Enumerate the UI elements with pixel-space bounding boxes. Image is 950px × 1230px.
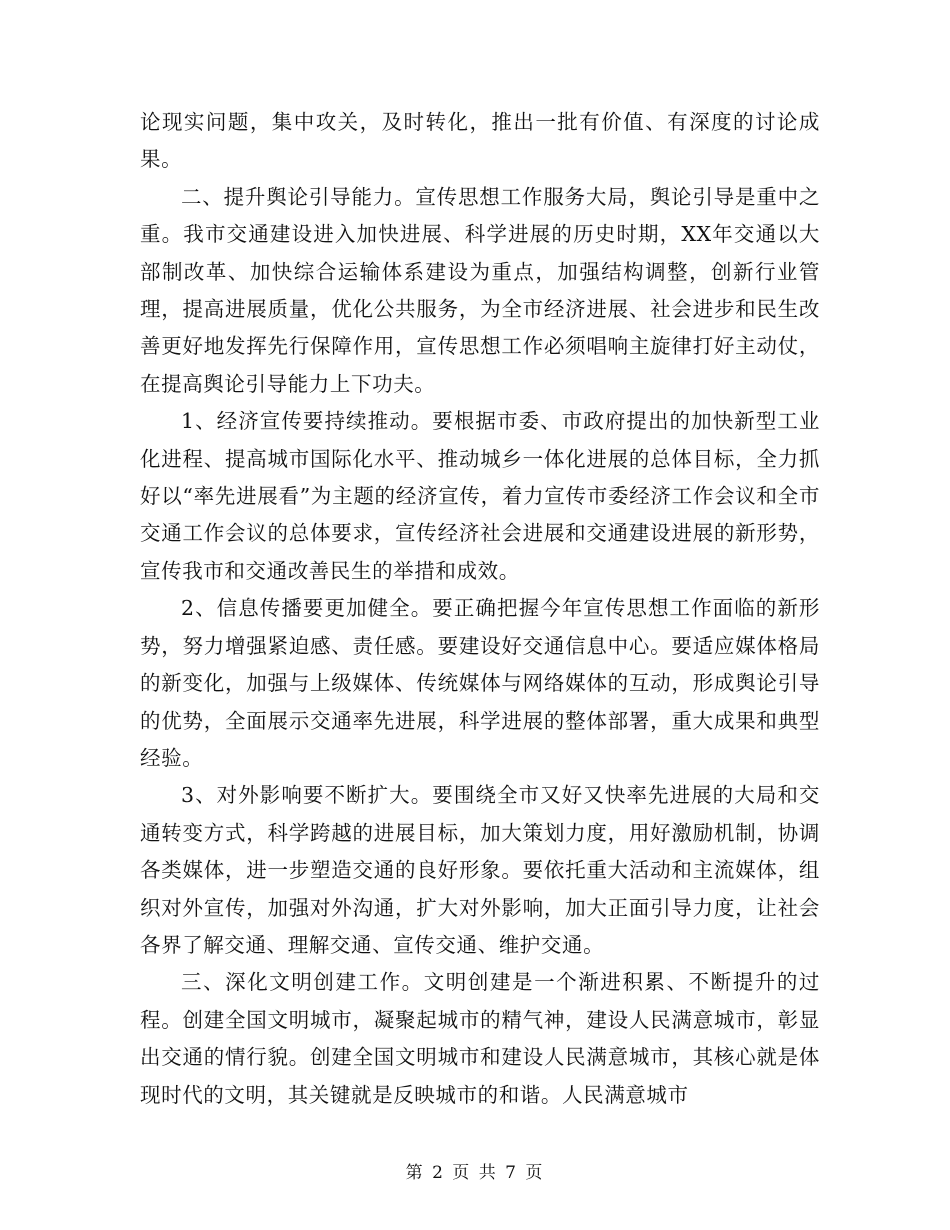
page-number-label: 第 2 页 共 7 页 — [405, 1163, 545, 1183]
paragraph-continuation: 论现实问题，集中攻关，及时转化，推出一批有价值、有深度的讨论成果。 — [140, 110, 820, 172]
paragraph-section-2: 二、提升舆论引导能力。宣传思想工作服务大局，舆论引导是重中之重。我市交通建设进入加快进展、科学进展的历史时期，XX年交通以大部制改革、加快综合运输体系建设为重点，加强结构调整，创新行业管理，提高进展质量，优化公共服务，为全市经济进展、社会进步和民生改善更好地发挥先行保障作用，宣传思想工作必须唱响主旋律打好主动仗，在提高舆论引导能力上下功夫。 — [140, 184, 820, 396]
page-footer — [0, 1158, 950, 1183]
document-body — [140, 104, 820, 1114]
paragraph-section-3: 三、深化文明创建工作。文明创建是一个渐进积累、不断提升的过程。创建全国文明城市，凝聚起城市的精气神，建设人民满意城市，彰显出交通的情行貌。创建全国文明城市和建设人民满意城市，其核心就是体现时代的文明，其关键就是反映城市的和谐。人民满意城市 — [140, 970, 820, 1107]
paragraph-item-1: 1、经济宣传要持续推动。要根据市委、市政府提出的加快新型工业化进程、提高城市国际化水平、推动城乡一体化进展的总体目标，全力抓好以“率先进展看”为主题的经济宣传，着力宣传市委经济工作会议和全市交通工作会议的总体要求，宣传经济社会进展和交通建设进展的新形势，宣传我市和交通改善民生的举措和成效。 — [140, 409, 820, 583]
paragraph-item-2: 2、信息传播要更加健全。要正确把握今年宣传思想工作面临的新形势，努力增强紧迫感、责任感。要建设好交通信息中心。要适应媒体格局的新变化，加强与上级媒体、传统媒体与网络媒体的互动，形成舆论引导的优势，全面展示交通率先进展，科学进展的整体部署，重大成果和典型经验。 — [140, 596, 820, 770]
paragraph-item-3: 3、对外影响要不断扩大。要围绕全市又好又快率先进展的大局和交通转变方式，科学跨越的进展目标，加大策划力度，用好激励机制，协调各类媒体，进一步塑造交通的良好形象。要依托重大活动和主流媒体，组织对外宣传，加强对外沟通，扩大对外影响，加大正面引导力度，让社会各界了解交通、理解交通、宣传交通、维护交通。 — [140, 783, 820, 957]
